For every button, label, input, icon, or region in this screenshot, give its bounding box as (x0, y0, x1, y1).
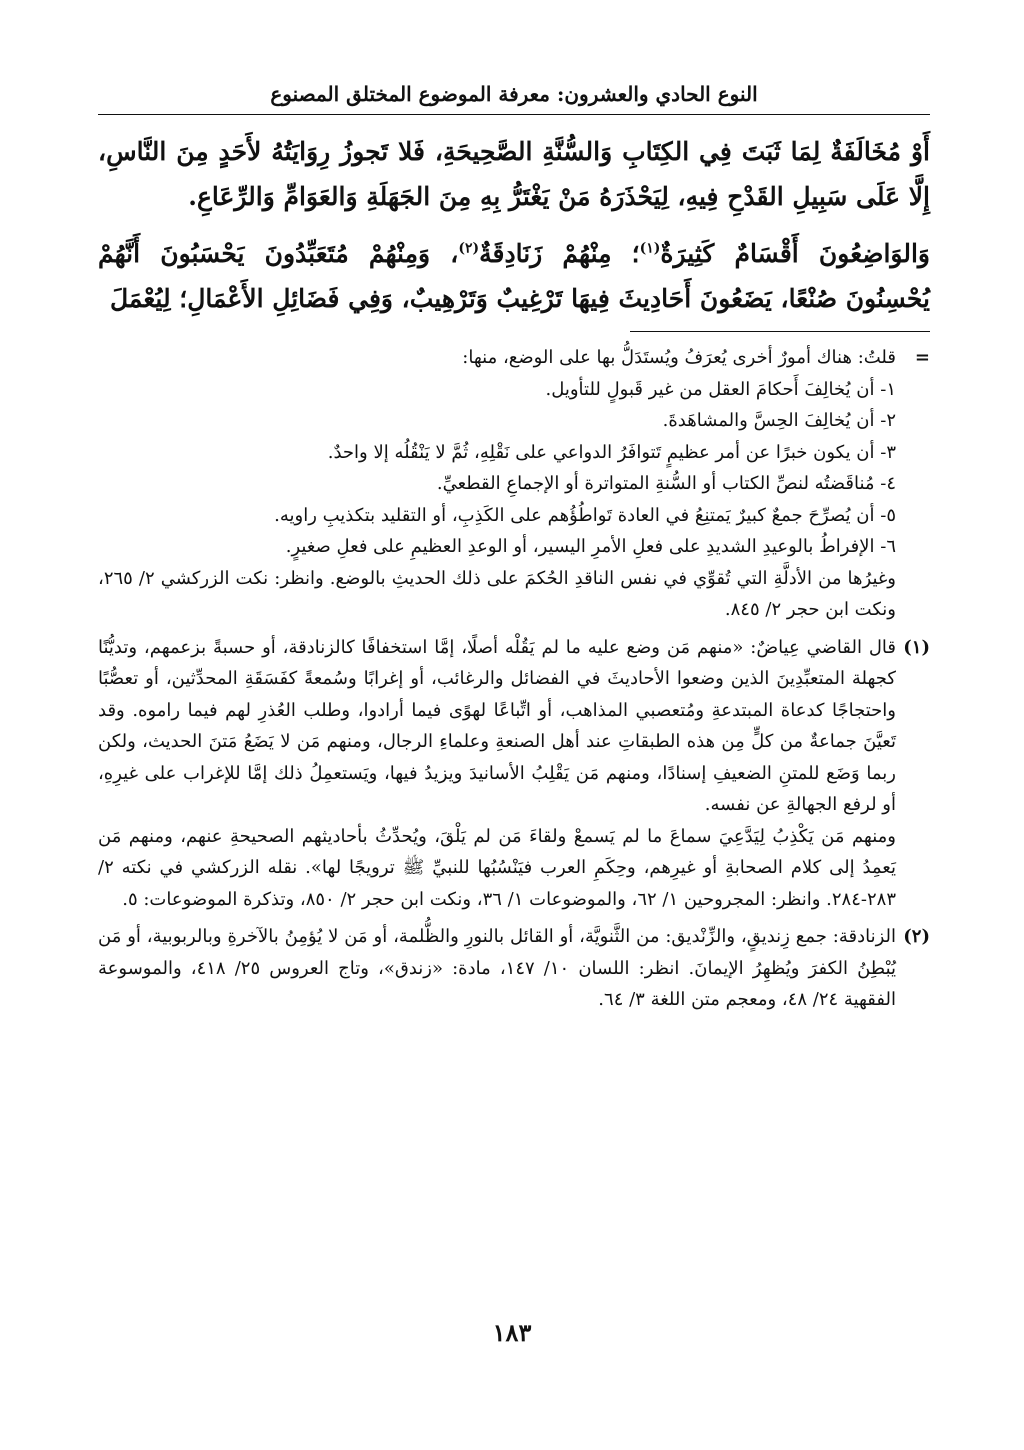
footnote-intro: قلتُ: هناك أمورٌ أخرى يُعرَفُ ويُستَدَلُّ بها على الوضع، منها: (462, 347, 896, 368)
header-rule (98, 114, 930, 115)
book-page (98, 80, 930, 1022)
main-text-segment: ، وَمِنْهُمْ مُتَعَبِّدُونَ يَحْسَبُونَ أَنَّهُمْ يُحْسِنُونَ صُنْعًا، يَضَعُونَ أَحَادِيثَ فِيهَا تَرْغِيبٌ وَتَرْهِيبٌ، وَفِي فَضَائِلِ الأَعْمَالِ؛ لِيُعْمَلَ (98, 239, 930, 313)
footnote-2 (98, 921, 930, 1016)
footnote-paragraph: ومنهم مَن يَكْذِبُ لِيَدَّعِيَ سماعَ ما لم يَسمعْ ولقاءَ مَن لم يَلْقَ، ويُحدِّثُ بأحاديثهم الصحيحةِ عنهم، ومنهم مَن يَعمِدُ إلى كلام الصحابةِ أو غيرِهم، وحِكَمِ العرب فيَنْسُبُها للنبيِّ ﷺ ترويجًا لها». نقله الزركشي في نكته ٢/ ٢٨٣-٢٨٤. وانظر: المجروحين ١/ ٦٢، والموضوعات ١/ ٣٦، ونكت ابن حجر ٢/ ٨٥٠، وتذكرة الموضوعات: ٥. (98, 825, 896, 910)
running-head: النوع الحادي والعشرون: معرفة الموضوع المختلق المصنوع (270, 82, 758, 106)
footnote-reference-2: (٢) (458, 240, 480, 257)
main-text-segment: وَالوَاضِعُونَ أَقْسَامٌ كَثِيرَةٌ (660, 239, 930, 268)
main-paragraph: أَوْ مُخَالَفَةٌ لِمَا ثَبَتَ فِي الكِتَابِ وَالسُّنَّةِ الصَّحِيحَةِ، فَلا تَجوزُ رِوَايَتُهُ لأَحَدٍ مِنَ النَّاسِ، إِلَّا عَلَى سَبِيلِ القَدْحِ فِيهِ، لِيَحْذَرَهُ مَنْ يَغْتَرُّ بِهِ مِنَ الجَهَلَةِ وَالعَوَامِّ وَالرِّعَاعِ. (98, 137, 930, 211)
main-text (98, 129, 930, 321)
continuation-marker: = (914, 347, 930, 368)
footnote-1 (98, 632, 930, 916)
footnote-closing: وغيرُها من الأدلَّةِ التي تُقوِّي في نفس الناقدِ الحُكمَ على ذلك الحديثِ بالوضع. وانظر: نكت الزركشي ٢/ ٢٦٥، ونكت ابن حجر ٢/ ٨٤٥. (98, 567, 896, 620)
footnote-body (98, 342, 896, 626)
footnote-separator (630, 331, 930, 332)
footnote-body (98, 632, 896, 916)
list-item: ١- أن يُخالِفَ أَحكامَ العقل من غير قَبولٍ للتأويل. (545, 378, 896, 400)
page-number: ١٨٣ (492, 1318, 532, 1347)
list-item: ٥- أن يُصرِّحَ جمعٌ كبيرٌ يَمتنِعُ في العادة تَواطُؤُهم على الكَذِبِ، أو التقليد بتكذيبِ راويه. (274, 504, 896, 526)
footnote-continuation (98, 342, 930, 626)
main-text-segment: ؛ مِنْهُمْ زَنَادِقَةٌ (479, 239, 640, 268)
list-item: ٤- مُناقَضتُه لنصِّ الكتاب أو السُّنةِ المتواترة أو الإجماعِ القطعيِّ. (436, 473, 896, 494)
list-item: ٦- الإفراطُ بالوعيدِ الشديدِ على فعلِ الأمرِ اليسير، أو الوعدِ العظيمِ على فعلِ صغيرٍ. (285, 536, 896, 557)
footnote-paragraph: الزنادقة: جمع زِنديقٍ، والزِّنْديق: من الثَّنويَّة، أو القائل بالنورِ والظُّلمة، أو مَن لا يُؤمِنُ بالآخرةِ وبالربوبية، أو مَن يُبْطِنُ الكفرَ ويُظهِرُ الإيمانَ. انظر: اللسان ١٠/ ١٤٧، مادة: «زندق»، وتاج العروس ٢٥/ ٤١٨، والموسوعة الفقهية ٢٤/ ٤٨، ومعجم متن اللغة ٣/ ٦٤. (98, 926, 897, 1010)
footnote-body (98, 921, 896, 1016)
footnotes (98, 342, 930, 1016)
footnote-number: (٢) (903, 926, 930, 947)
footnote-number: (١) (903, 636, 930, 658)
list-item: ٢- أن يُخالِفَ الحِسَّ والمشاهَدةَ. (662, 410, 896, 431)
footnote-paragraph: قال القاضي عِياضٌ: «منهم مَن وضع عليه ما لم يَقُلْه أصلًا، إمَّا استخفافًا كالزنادقة، أو حسبةً بزعمهم، وتديُّنًا كجهلة المتعبِّدِينَ الذين وضعوا الأحاديثَ في الفضائل والرغائب، أو إغرابًا وسُمعةً كفَسَقَةِ المحدِّثين، أو تعصُّبًا واحتجاجًا كدعاة المبتدعةِ ومُتعصبي المذاهب، أو اتِّباعًا لهوًى فيما أرادوا، وطلب العُذرِ لهم فيما راموه. وقد تَعيَّنَ جماعةٌ من كلٍّ مِن هذه الطبقاتِ عند أهل الصنعةِ وعلماءِ الرجال، ومنهم مَن لا يَضَعُ مَتنَ الحديث، ولكن ربما وَضَع للمتنِ الضعيفِ إسنادًا، ومنهم مَن يَقْلِبُ الأسانيدَ ويزيدُ فيها، ويَستعمِلُ ذلك إمَّا للإغراب على غيرِهِ، أو لرفع الجهالةِ عن نفسه. (98, 636, 897, 815)
evidence-list (98, 374, 896, 563)
main-paragraph (98, 231, 930, 321)
list-item: ٣- أن يكون خبرًا عن أمر عظيمٍ تَتوافَرُ الدواعي على نَقْلِهِ، ثُمَّ لا يَنْقُلُه إلا واحدٌ. (327, 441, 896, 463)
footnote-reference-1: (١) (639, 240, 661, 257)
